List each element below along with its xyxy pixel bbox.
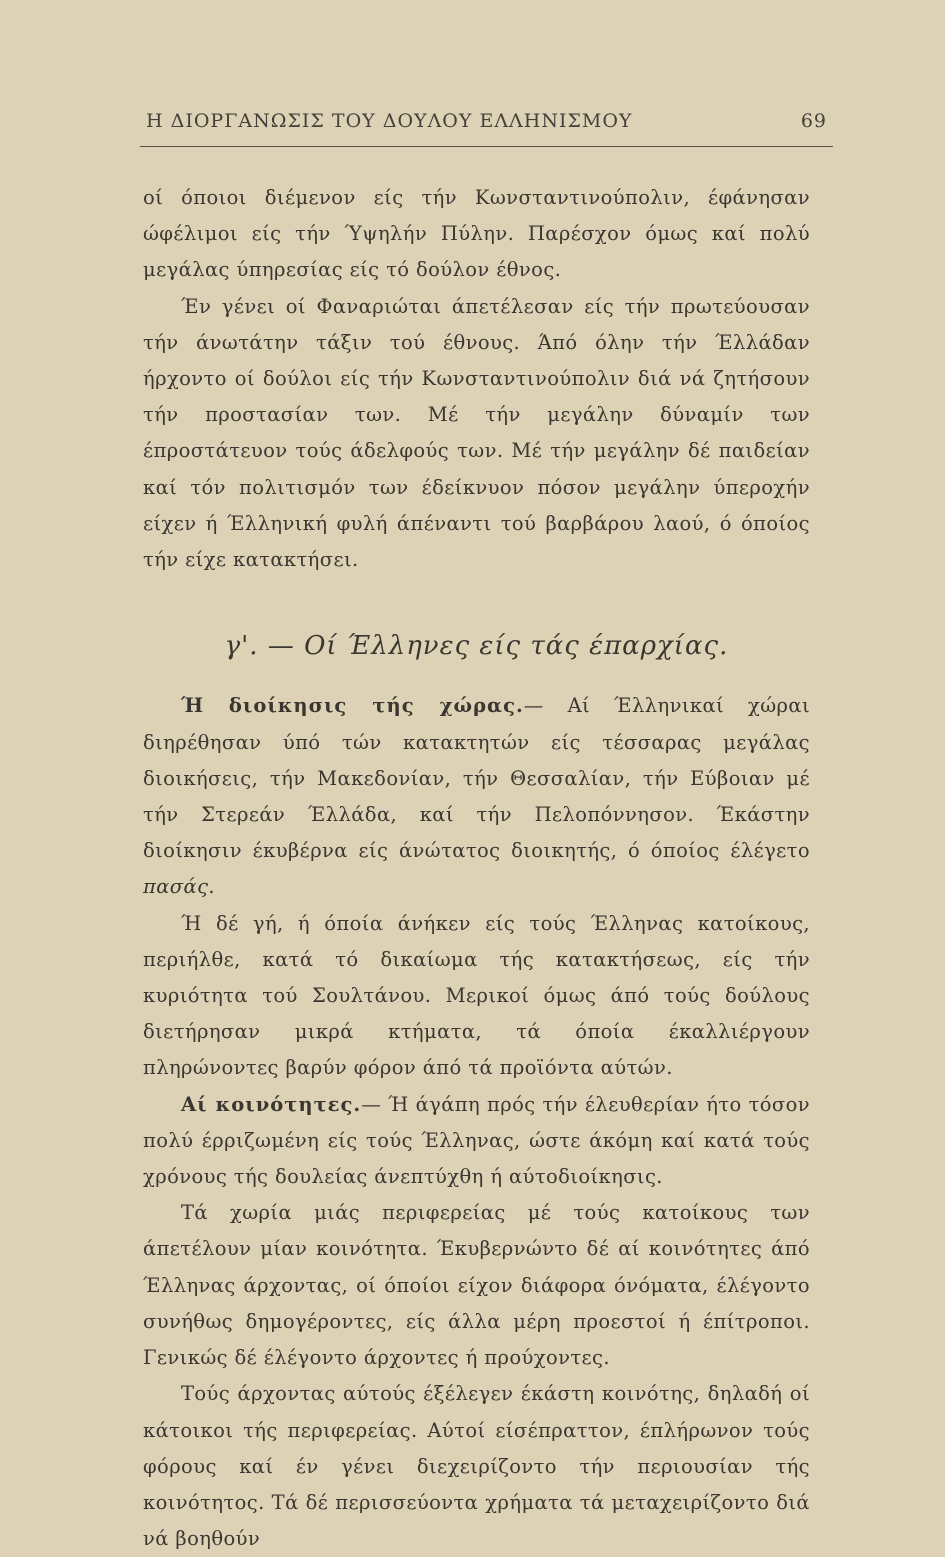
section-title: γ'. — Οί Έλληνες είς τάς έπαρχίας.: [224, 631, 729, 662]
header-rule: [140, 146, 833, 147]
running-title: Η ΔΙΟΡΓΑΝΩΣΙΣ ΤΟΥ ΔΟΥΛΟΥ ΕΛΛΗΝΙΣΜΟΥ: [146, 110, 633, 132]
page-header: [146, 110, 827, 132]
paragraph: Έν γένει οί Φαναριώται άπετέλεσαν είς τήν πρωτεύουσαν τήν άνωτάτην τάξιν τού έθνους. Άπό όλην τήν Έλλάδαν ήρχοντο οί δούλοι είς τήν Κωνσταντινούπολιν διά νά ζητήσουν τήν προστασίαν των. Μέ τήν μεγάλην δύναμίν των έπροστάτευον τούς άδελφούς των. Μέ τήν μεγάλην δέ παιδείαν καί τόν πολιτισμόν των έδείκνυον πόσον μεγάλην ύπεροχήν είχεν ή Έλληνική φυλή άπέναντι τού βαρβάρου λαού, ό όποίος τήν είχε κατακτήσει.: [143, 294, 810, 572]
emphasis-term: πασάς: [143, 875, 209, 899]
run-in-heading: Ή διοίκησις τής χώρας.: [181, 694, 524, 718]
run-in-heading: Αί κοινότητες.: [181, 1092, 362, 1116]
paragraph: Τά χωρία μιάς περιφερείας μέ τούς κατοίκους των άπετέλουν μίαν κοινότητα. Έκυβερνώντο δέ αί κοινότητες άπό Έλληνας άρχοντας, οί όποίοι είχον διάφορα όνόματα, έλέγοντο συνήθως δημογέροντες, είς άλλα μέρη προεστοί ή έπίτροποι. Γενικώς δέ έλέγοντο άρχοντες ή προύχοντες.: [143, 1201, 810, 1370]
paragraph-end: .: [208, 875, 215, 899]
paragraph: Ή δέ γή, ή όποία άνήκεν είς τούς Έλληνας κατοίκους, περιήλθε, κατά τό δικαίωμα τής κατακτήσεως, είς τήν κυριότητα τού Σουλτάνου. Μερικοί όμως άπό τούς δούλους διετήρησαν μικρά κτήματα, τά όποία έκαλλιέργουν πληρώνοντες βαρύν φόρον άπό τά προϊόντα αύτών.: [143, 911, 810, 1080]
paragraph: οί όποιοι διέμενον είς τήν Κωνσταντινούπολιν, έφάνησαν ώφέλιμοι είς τήν Ύψηλήν Πύλην. Παρέσχον όμως καί πολύ μεγάλας ύπηρεσίας είς τό δούλον έθνος.: [143, 186, 810, 282]
body-text: [143, 180, 810, 1557]
paragraph-text: — Ή άγάπη πρός τήν έλευθερίαν ήτο τόσον πολύ έρριζωμένη είς τούς Έλληνας, ώστε άκόμη καί κατά τούς χρόνους τής δουλείας άνεπτύχθη ή αύτοδιοίκησις.: [143, 1092, 811, 1189]
paragraph: [143, 1087, 810, 1196]
paragraph: [143, 688, 810, 905]
page-number: 69: [800, 110, 827, 132]
paragraph-text: — Αί Έλληνικαί χώραι διηρέθησαν ύπό τών κατακτητών είς τέσσαρας μεγάλας διοικήσεις, τήν Μακεδονίαν, τήν Θεσσαλίαν, τήν Εύβοιαν μέ τήν Στερεάν Έλλάδα, καί τήν Πελοπόννησον. Έκάστην διοίκησιν έκυβέρνα είς άνώτατος διοικητής, ό όποίος έλέγετο: [143, 694, 810, 863]
paragraph: Τούς άρχοντας αύτούς έξέλεγεν έκάστη κοινότης, δηλαδή οί κάτοικοι τής περιφερείας. Αύτοί είσέπραττον, έπλήρωνον τούς φόρους καί έν γένει διεχειρίζοντο τήν περιουσίαν τής κοινότητος. Τά δέ περισσεύοντα χρήματα τά μεταχειρίζοντο διά νά βοηθούν: [143, 1382, 810, 1551]
